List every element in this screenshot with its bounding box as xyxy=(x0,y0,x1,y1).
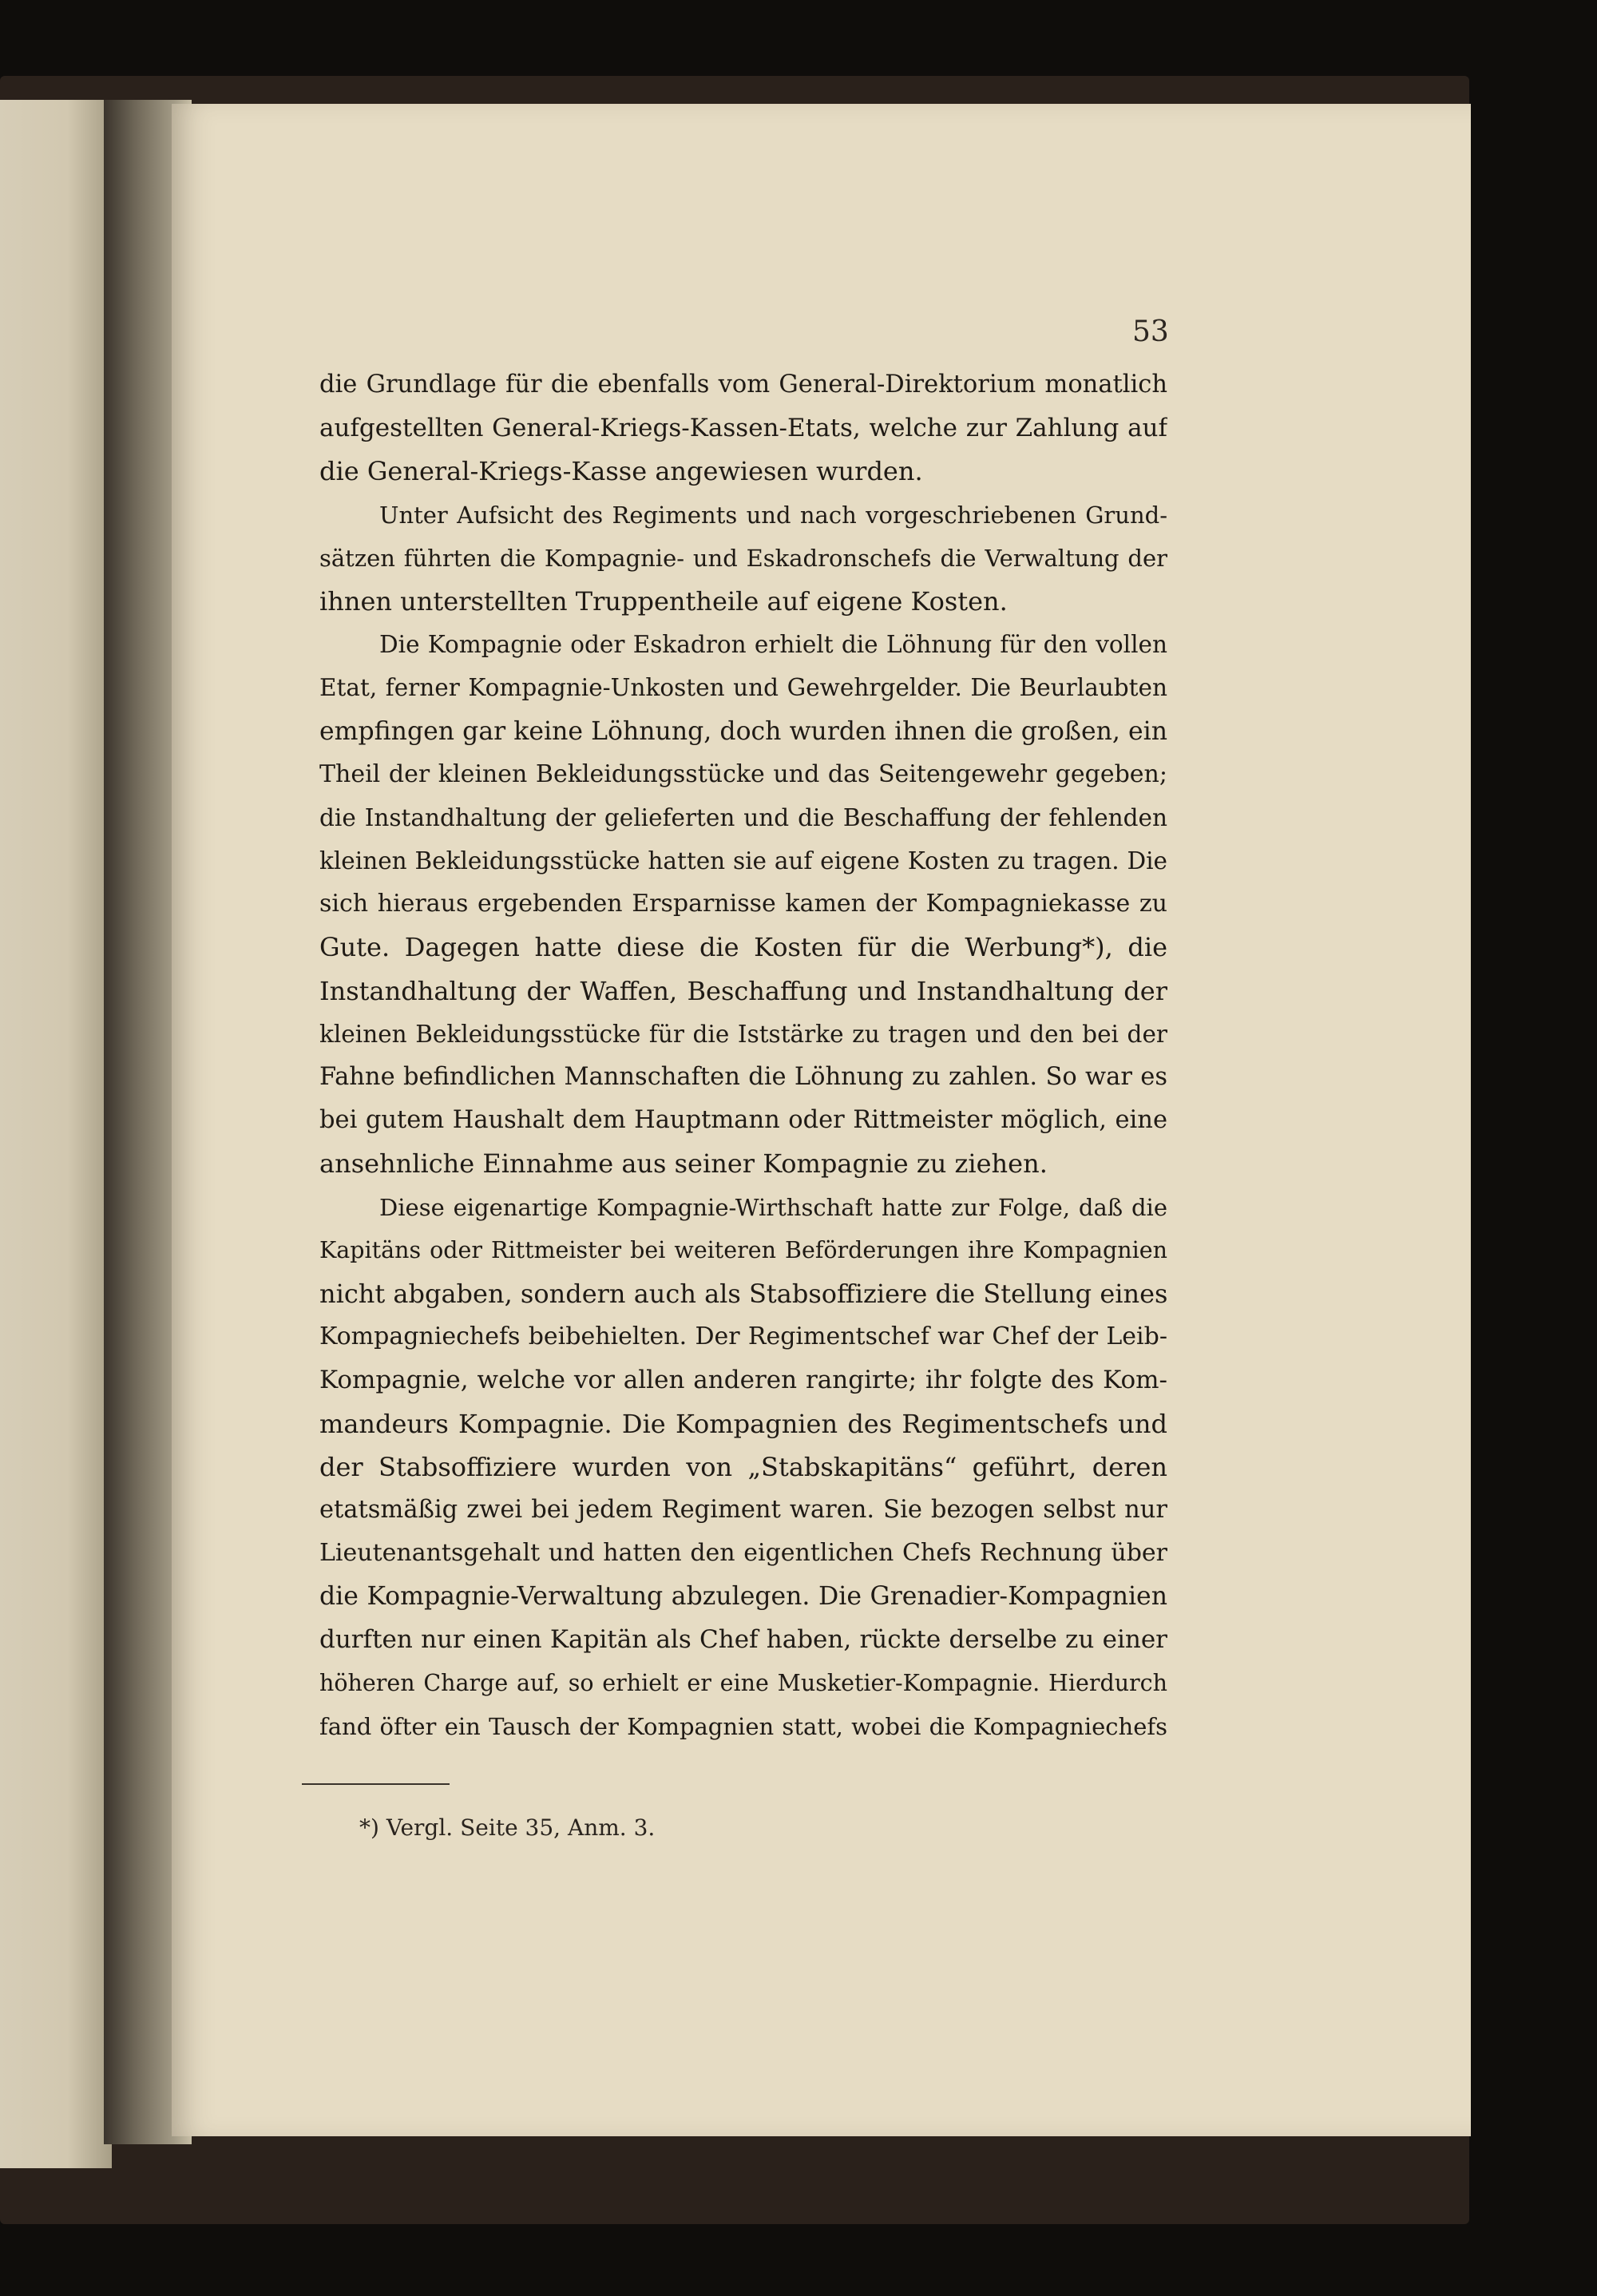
footnote-divider xyxy=(302,1783,450,1785)
page-number: 53 xyxy=(1132,315,1169,348)
text-line: Gute. Dagegen hatte diese die Kosten für die Werbung*), die xyxy=(319,932,1167,963)
left-page-edge xyxy=(0,100,112,2168)
text-line: Kapitäns oder Rittmeister bei weiteren Beförderungen ihre Kompagnien xyxy=(319,1236,1167,1263)
text-line: die Kompagnie-Verwaltung abzulegen. Die Grenadier-Kompagnien xyxy=(319,1582,1167,1612)
text-line: Lieutenantsgehalt und hatten den eigentlichen Chefs Rechnung über xyxy=(319,1539,1167,1568)
text-line: Kompagniechefs beibehielten. Der Regimentschef war Chef der Leib- xyxy=(319,1322,1167,1351)
text-line: sätzen führten die Kompagnie- und Eskadronschefs die Verwaltung der xyxy=(319,544,1167,572)
text-line: aufgestellten General-Kriegs-Kassen-Etats, welche zur Zahlung auf xyxy=(319,414,1167,443)
text-line: Die Kompagnie oder Eskadron erhielt die Löhnung für den vollen xyxy=(379,631,1167,659)
text-line: durften nur einen Kapitän als Chef haben, rückte derselbe zu einer xyxy=(319,1625,1167,1655)
text-line: Fahne befindlichen Mannschaften die Löhnung zu zahlen. So war es xyxy=(319,1063,1167,1091)
text-line: fand öfter ein Tausch der Kompagnien statt, wobei die Kompagniechefs xyxy=(319,1712,1167,1740)
text-line: etatsmäßig zwei bei jedem Regiment waren. Sie bezogen selbst nur xyxy=(319,1495,1167,1524)
text-line: die Instandhaltung der gelieferten und die Beschaffung der fehlenden xyxy=(319,803,1167,831)
text-line: Theil der kleinen Bekleidungsstücke und das Seitengewehr gegeben; xyxy=(319,759,1167,788)
text-line: der Stabsoffiziere wurden von „Stabskapitäns“ geführt, deren xyxy=(319,1451,1167,1482)
text-line: Diese eigenartige Kompagnie-Wirthschaft hatte zur Folge, daß die xyxy=(379,1193,1167,1221)
text-line: nicht abgaben, sondern auch als Stabsoffiziere die Stellung eines xyxy=(319,1278,1167,1309)
text-line: ansehnliche Einnahme aus seiner Kompagnie zu ziehen. xyxy=(319,1148,1048,1180)
text-line: Etat, ferner Kompagnie-Unkosten und Gewehrgelder. Die Beurlaubten xyxy=(319,674,1167,702)
text-line: die General-Kriegs-Kasse angewiesen wurden. xyxy=(319,456,923,487)
text-line: Unter Aufsicht des Regiments und nach vorgeschriebenen Grund- xyxy=(379,501,1167,529)
text-line: Kompagnie, welche vor allen anderen rangirte; ihr folgte des Kom- xyxy=(319,1366,1167,1395)
text-line: kleinen Bekleidungsstücke hatten sie auf eigene Kosten zu tragen. Die xyxy=(319,847,1167,875)
text-line: Instandhaltung der Waffen, Beschaffung und Instandhaltung der xyxy=(319,975,1167,1006)
footnote: *) Vergl. Seite 35, Anm. 3. xyxy=(359,1814,656,1841)
body-text xyxy=(319,363,1167,1748)
text-line: empfingen gar keine Löhnung, doch wurden ihnen die großen, ein xyxy=(319,716,1167,746)
text-line: sich hieraus ergebenden Ersparnisse kamen der Kompagniekasse zu xyxy=(319,890,1167,918)
text-line: die Grundlage für die ebenfalls vom General-Direktorium monatlich xyxy=(319,371,1167,399)
text-line: höheren Charge auf, so erhielt er eine Musketier-Kompagnie. Hierdurch xyxy=(319,1669,1167,1696)
text-line: mandeurs Kompagnie. Die Kompagnien des Regimentschefs und xyxy=(319,1408,1167,1439)
text-line: bei gutem Haushalt dem Hauptmann oder Rittmeister möglich, eine xyxy=(319,1106,1167,1135)
text-line: ihnen unterstellten Truppentheile auf eigene Kosten. xyxy=(319,585,1008,617)
text-line: kleinen Bekleidungsstücke für die Iststärke zu tragen und den bei der xyxy=(319,1020,1167,1048)
